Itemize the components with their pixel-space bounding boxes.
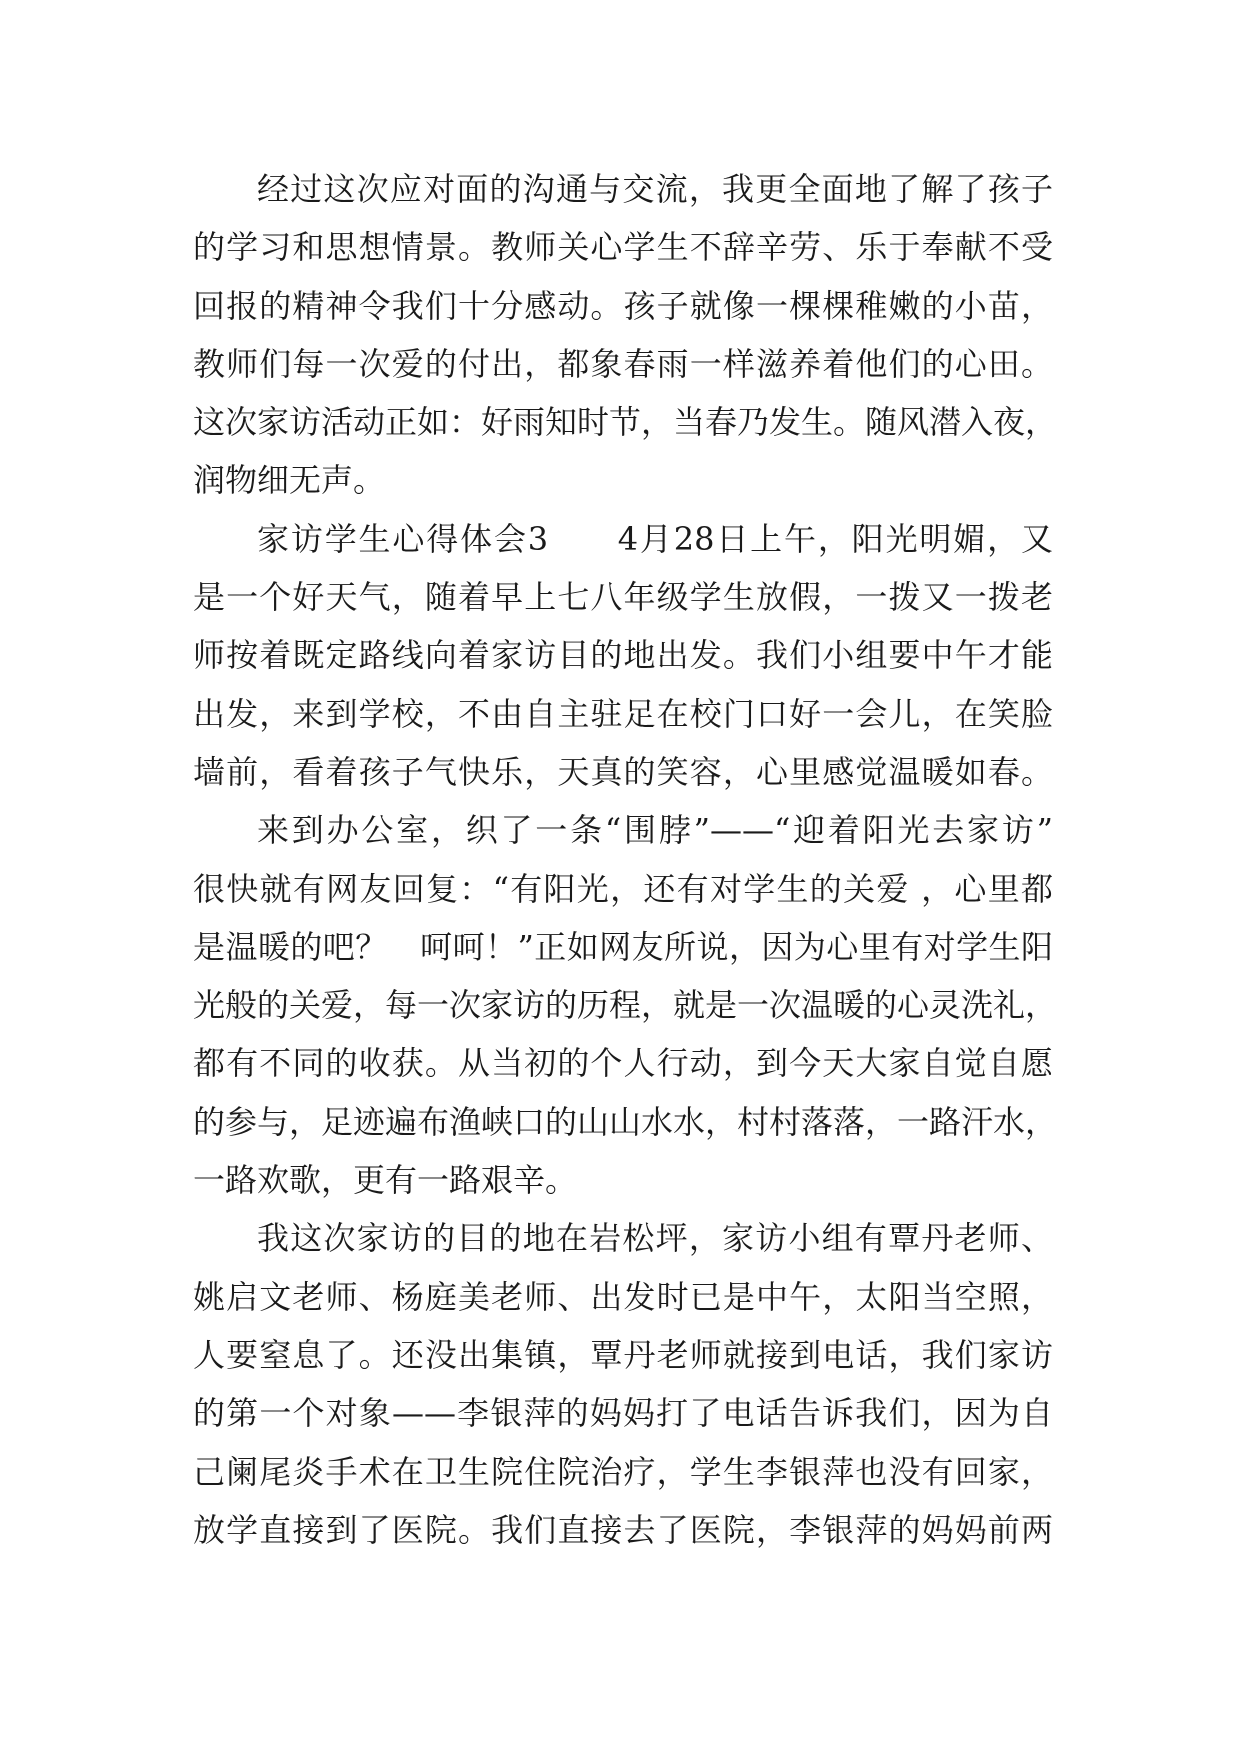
paragraph-1-line-3: 回报的精神令我们十分感动。孩子就像一棵棵稚嫩的小苗， — [193, 286, 1053, 325]
paragraph-4-line-5: 己阑尾炎手术在卫生院住院治疗，学生李银萍也没有回家， — [193, 1452, 1053, 1491]
paragraph-2-line-4: 出发，来到学校，不由自主驻足在校门口好一会儿，在笑脸 — [193, 694, 1053, 733]
paragraph-4-line-4: 的第一个对象——李银萍的妈妈打了电话告诉我们，因为自 — [193, 1394, 1053, 1433]
paragraph-3-line-5: 都有不同的收获。从当初的个人行动，到今天大家自觉自愿 — [193, 1044, 1053, 1083]
paragraph-3-line-3: 是温暖的吧？ 呵呵！”正如网友所说，因为心里有对学生阳 — [193, 927, 1053, 966]
paragraph-3-line-7: 一路欢歌，更有一路艰辛。 — [193, 1161, 578, 1200]
paragraph-1-line-2: 的学习和思想情景。教师关心学生不辞辛劳、乐于奉献不受 — [193, 228, 1053, 267]
paragraph-3-line-4: 光般的关爱，每一次家访的历程，就是一次温暖的心灵洗礼， — [193, 986, 1058, 1025]
paragraph-1-line-6: 润物细无声。 — [193, 461, 386, 500]
paragraph-2-line-1: 家访学生心得体会3 4月28日上午，阳光明媚，又 — [257, 519, 1053, 558]
paragraph-3-line-2: 很快就有网友回复：“有阳光，还有对学生的关爱 ，心里都 — [193, 869, 1053, 908]
paragraph-1-line-1: 经过这次应对面的沟通与交流，我更全面地了解了孩子 — [257, 170, 1053, 208]
paragraph-4-line-6: 放学直接到了医院。我们直接去了医院，李银萍的妈妈前两 — [193, 1510, 1053, 1549]
paragraph-3-line-6: 的参与，足迹遍布渔峡口的山山水水，村村落落，一路汗水， — [193, 1102, 1058, 1141]
paragraph-4-line-2: 姚启文老师、杨庭美老师、出发时已是中午，太阳当空照， — [193, 1277, 1053, 1316]
paragraph-4-line-3: 人要窒息了。还没出集镇，覃丹老师就接到电话，我们家访 — [193, 1335, 1053, 1374]
paragraph-3-line-1: 来到办公室，织了一条“围脖”——“迎着阳光去家访” — [257, 811, 1053, 850]
paragraph-2-line-2: 是一个好天气，随着早上七八年级学生放假，一拨又一拨老 — [193, 578, 1053, 617]
paragraph-4-line-1: 我这次家访的目的地在岩松坪，家访小组有覃丹老师、 — [257, 1219, 1053, 1258]
paragraph-2-line-5: 墙前，看着孩子气快乐，天真的笑容，心里感觉温暖如春。 — [193, 752, 1053, 791]
paragraph-2-line-3: 师按着既定路线向着家访目的地出发。我们小组要中午才能 — [193, 636, 1053, 675]
document-body — [193, 160, 1058, 1559]
paragraph-1-line-5: 这次家访活动正如：好雨知时节，当春乃发生。随风潜入夜， — [193, 403, 1058, 442]
paragraph-1-line-4: 教师们每一次爱的付出，都象春雨一样滋养着他们的心田。 — [193, 344, 1053, 383]
